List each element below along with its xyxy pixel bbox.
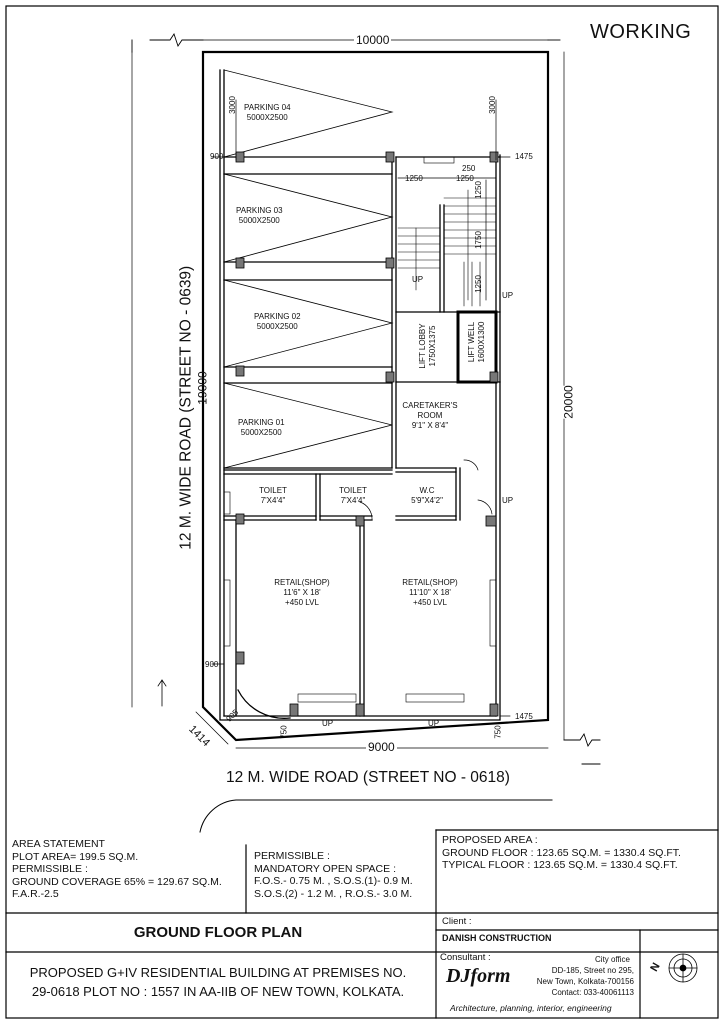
dim-shop-900: 900	[205, 660, 219, 669]
parking-01-label: PARKING 01 5000X2500	[238, 418, 285, 437]
area-heading: AREA STATEMENT	[12, 838, 105, 850]
far: F.A.R.-2.5	[12, 888, 59, 900]
dim-front-1475: 1475	[515, 152, 533, 161]
up-wc-label: UP	[502, 496, 514, 505]
proposed-area-block	[442, 834, 681, 872]
setback-line-2: S.O.S.(2) - 1.2 M. , R.O.S.- 3.0 M.	[254, 887, 413, 900]
parking-hatch	[224, 70, 392, 468]
working-stamp: WORKING	[590, 21, 692, 43]
toilet-2-label: TOILET 7'X4'4"	[339, 486, 367, 505]
road-bottom-label: 12 M. WIDE ROAD (STREET NO - 0618)	[226, 769, 510, 786]
shop-2-label: RETAIL(SHOP) 11'10" X 18' +450 LVL	[402, 578, 458, 607]
dim-stair-1250a: 1250	[405, 174, 423, 183]
parking-04-label: PARKING 04 5000X2500	[244, 103, 291, 122]
road-curve	[200, 800, 552, 832]
plot-north-arrow	[158, 680, 166, 706]
dim-setback-left: 3000	[227, 96, 237, 114]
permissible-heading: PERMISSIBLE :	[254, 850, 330, 862]
project-line-2: 29-0618 PLOT NO : 1557 IN AA-IIB OF NEW TOWN, KOLKATA.	[31, 984, 405, 999]
client-label: Client :	[442, 916, 472, 927]
parking-03-label: PARKING 03 5000X2500	[236, 206, 283, 225]
area-statement	[12, 838, 222, 901]
dim-stair-1250d: 1250	[473, 275, 483, 293]
office-address-1: DD-185, Street no 295,	[551, 966, 634, 975]
plot-area: PLOT AREA= 199.5 SQ.M.	[12, 850, 139, 863]
lift-well-label: LIFT WELL 1600X1300	[467, 321, 486, 363]
dim-bottom-750-right: 750	[493, 725, 503, 739]
road-left-label: 12 M. WIDE ROAD (STREET NO - 0639)	[177, 265, 195, 550]
caretaker-room-label: CARETAKER'S ROOM 9'1" X 8'4"	[402, 401, 458, 430]
typical-floor-area: TYPICAL FLOOR : 123.65 SQ.M. = 1330.4 SQ.FT.	[442, 859, 678, 871]
consultant-tagline: Architecture, planning, interior, engineering	[450, 1003, 612, 1013]
permissible-label: PERMISSIBLE :	[12, 863, 88, 875]
consultant-logo: DJform	[446, 965, 511, 987]
dim-front-900: 900	[210, 152, 224, 161]
up-shop-1-label: UP	[322, 719, 334, 728]
ground-floor-area: GROUND FLOOR : 123.65 SQ.M. = 1330.4 SQ.FT.	[442, 846, 681, 859]
up-stair-label: UP	[412, 275, 424, 284]
north-label: N	[648, 960, 663, 974]
dim-bottom-1475: 1475	[515, 712, 533, 721]
compass	[669, 954, 697, 982]
consultant-label: Consultant :	[440, 952, 491, 963]
shop-1-label: RETAIL(SHOP) 11'6" X 18' +450 LVL	[274, 578, 330, 607]
dim-stair-1250b: 1250	[456, 174, 474, 183]
dim-stair-1250c: 1250	[473, 181, 483, 199]
up-shop-2-label: UP	[428, 719, 440, 728]
office-title: City office	[595, 955, 630, 964]
dim-setback-right: 3000	[487, 96, 497, 114]
ground-coverage: GROUND COVERAGE 65% = 129.67 SQ.M.	[12, 875, 222, 888]
permissible-block	[254, 850, 413, 900]
plan-title: GROUND FLOOR PLAN	[133, 924, 303, 941]
dim-top-width: 10000	[356, 33, 390, 47]
toilet-1-label: TOILET 7'X4'4"	[259, 486, 287, 505]
dim-corner-905: 905	[224, 707, 241, 724]
parking-02-label: PARKING 02 5000X2500	[254, 312, 301, 331]
dim-chamfer: 1414	[186, 723, 213, 750]
project-line-1: PROPOSED G+IV RESIDENTIAL BUILDING AT PREMISES NO.	[29, 965, 407, 980]
setback-line-1: F.O.S.- 0.75 M. , S.O.S.(1)- 0.9 M.	[254, 875, 413, 887]
dim-stair-250: 250	[462, 164, 476, 173]
wc-label: W.C 5'9"X4'2"	[411, 486, 443, 505]
building-walls	[220, 70, 500, 720]
proposed-heading: PROPOSED AREA :	[442, 834, 538, 846]
client-name: DANISH CONSTRUCTION	[442, 933, 552, 943]
dim-bottom-width: 9000	[368, 740, 395, 754]
dim-stair-1750: 1750	[473, 231, 483, 249]
office-contact: Contact: 033-40061113	[551, 988, 634, 997]
up-right-stair-label: UP	[502, 291, 514, 300]
dim-left-depth: 19000	[195, 371, 210, 405]
dim-right-depth: 20000	[561, 385, 576, 419]
dim-bottom-750-left: 750	[279, 725, 289, 739]
office-address-2: New Town, Kolkata-700156	[536, 977, 634, 986]
lift-lobby-label: LIFT LOBBY 1750X1375	[418, 323, 437, 369]
open-space-heading: MANDATORY OPEN SPACE :	[254, 862, 396, 875]
